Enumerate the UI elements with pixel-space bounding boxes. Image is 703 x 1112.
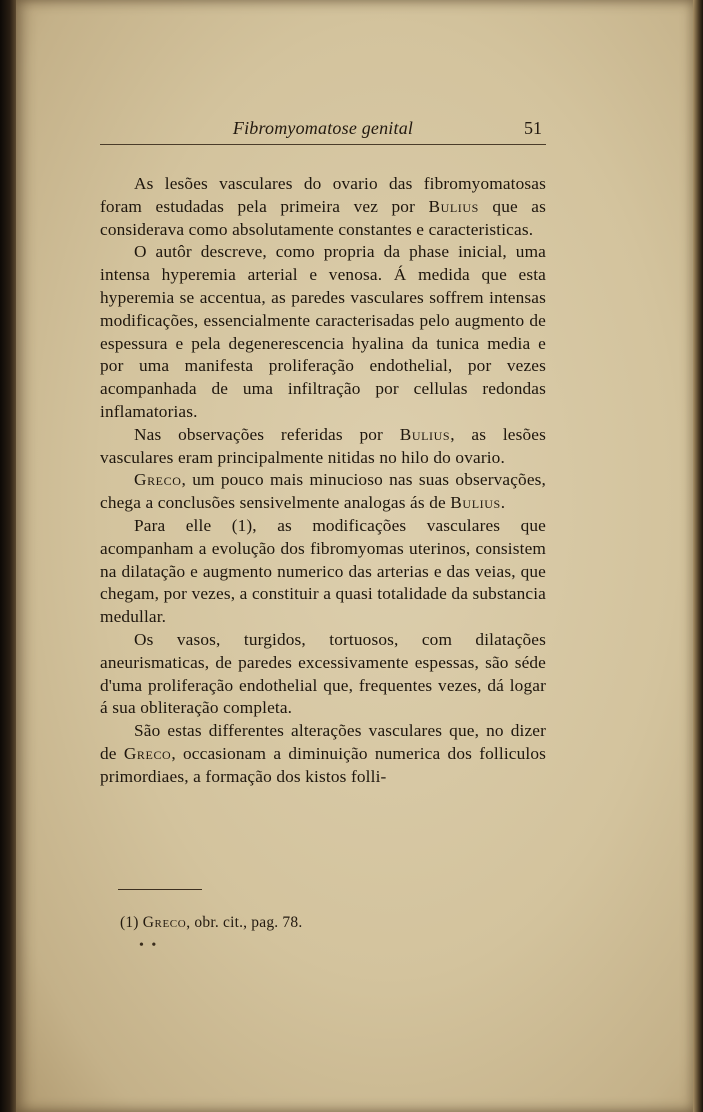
footnote-rule [118, 889, 202, 890]
paragraph-1: As lesões vasculares do ovario das fibromyomatosas foram estudadas pela primeira vez por Bulius que as considerava como absolutamente constantes e caracteristicas. [100, 174, 546, 239]
paragraph-6: Os vasos, turgidos, tortuosos, com dilatações aneurismaticas, de paredes excessivamente espessas, são séde d'uma proliferação endothelial que, frequentes vezes, dá logar á sua obliteração completa. [100, 629, 546, 718]
author-name: Bulius [428, 196, 479, 216]
page-number: 51 [524, 118, 542, 138]
paragraph-4: Greco, um pouco mais minucioso nas suas observações, chega a conclusões sensivelmente analogas ás de Bulius. [100, 470, 546, 513]
paragraph-5: Para elle (1), as modificações vasculares que acompanham a evolução dos fibromyomas uterinos, consistem na dilatação e augmento numerico das arterias e das veias, que chegam, por vezes, a constituir a quasi totalidade da substancia medullar. [100, 515, 546, 627]
running-title: Fibromyomatose genital [232, 118, 414, 138]
footnote: (1) Greco, obr. cit., pag. 78. [120, 914, 303, 931]
author-name: Greco [142, 914, 187, 931]
body-text [100, 173, 546, 789]
signature-mark: • • [139, 938, 159, 953]
author-name: Greco [134, 470, 182, 490]
author-name: Bulius [450, 493, 501, 513]
book-page [16, 0, 694, 1112]
running-head [100, 116, 546, 145]
paragraph-7: São estas differentes alterações vasculares que, no dizer de Greco, occasionam a diminuição numerica dos folliculos primordiaes, a formação dos kistos folli- [100, 721, 546, 786]
paragraph-2: O autôr descreve, como propria da phase inicial, uma intensa hyperemia arterial e venosa. Á medida que esta hyperemia se accentua, as paredes vasculares soffrem intensas modificações, essencialmente caracterisadas pelo augmento de espessura e pela degenerescencia hyalina da tunica media e por uma manifesta proliferação endothelial, por vezes acompanhada de uma infiltração por cellulas redondas inflamatorias. [100, 242, 546, 421]
author-name: Bulius [399, 424, 451, 444]
page-edge [693, 0, 703, 1112]
paragraph-3: Nas observações referidas por Bulius, as lesões vasculares eram principalmente nitidas no hilo do ovario. [100, 424, 546, 467]
footnote-marker: (1) [120, 914, 143, 931]
author-name: Greco [123, 743, 172, 763]
